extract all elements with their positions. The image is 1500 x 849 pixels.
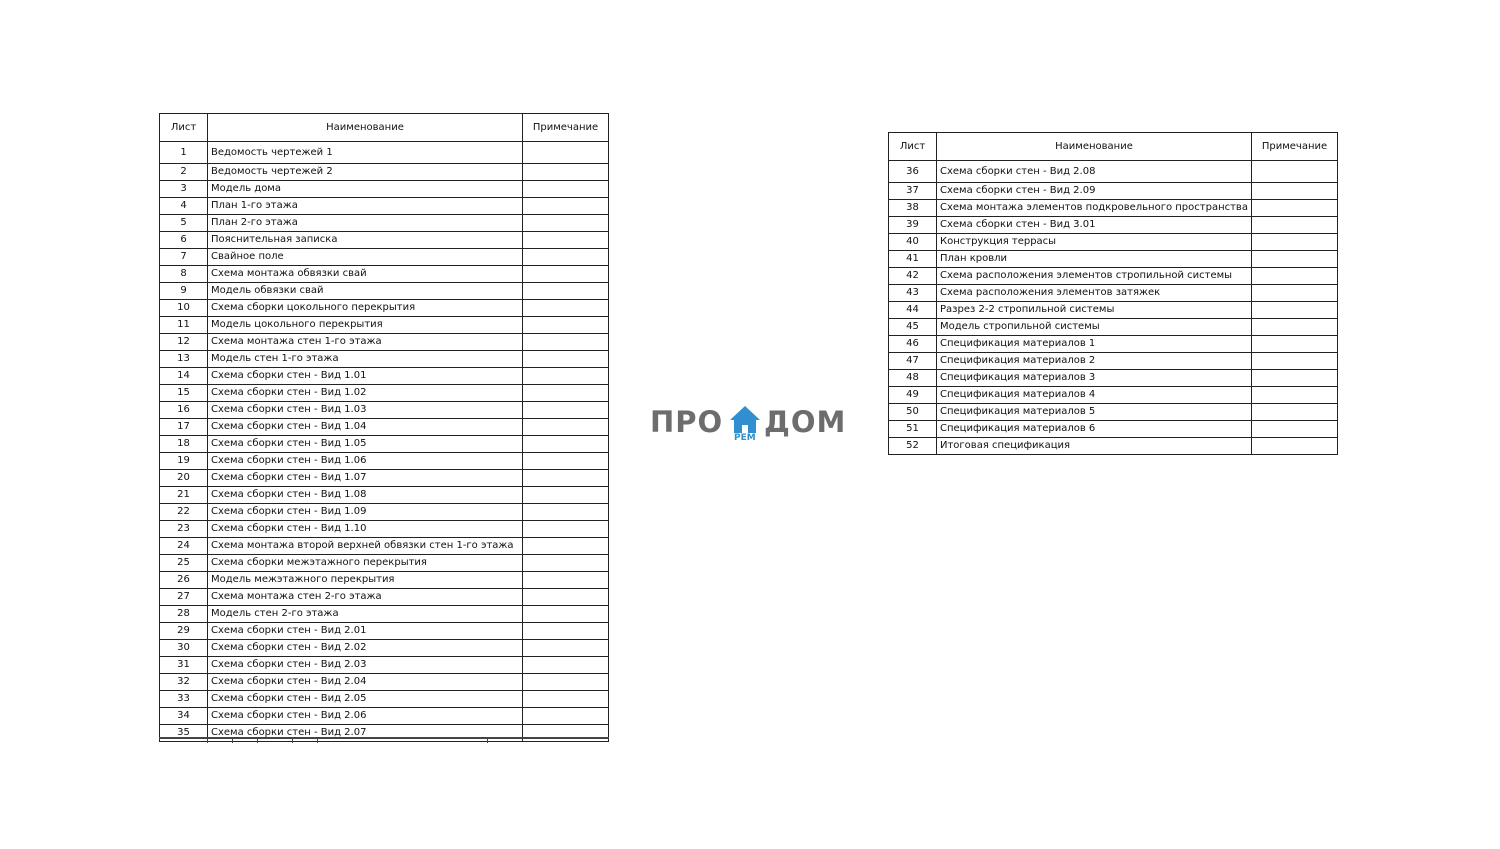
table-row (160, 640, 609, 657)
note-cell (1252, 319, 1338, 336)
table-row (889, 234, 1338, 251)
sheet-name-cell: Схема сборки стен - Вид 1.04 (208, 419, 523, 436)
sheet-number-cell: 38 (889, 200, 937, 217)
sheet-name-cell: Модель стен 1-го этажа (208, 351, 523, 368)
sheet-name-cell: Схема расположения элементов затяжек (937, 285, 1252, 302)
table-header-row (889, 133, 1338, 161)
column-header-note: Примечание (523, 114, 609, 142)
sheet-name-cell: Схема сборки стен - Вид 2.09 (937, 183, 1252, 200)
sheet-number-cell: 29 (160, 623, 208, 640)
drawings-list-table-right (888, 132, 1338, 455)
table-row (160, 453, 609, 470)
note-cell (523, 640, 609, 657)
sheet-number-cell: 10 (160, 300, 208, 317)
sheet-name-cell: Итоговая спецификация (937, 438, 1252, 455)
house-icon (729, 405, 761, 435)
sheet-number-cell: 40 (889, 234, 937, 251)
sheet-number-cell: 16 (160, 402, 208, 419)
table-row (889, 438, 1338, 455)
table-row (160, 385, 609, 402)
title-block-stub (159, 737, 609, 743)
note-cell (523, 334, 609, 351)
note-cell (523, 351, 609, 368)
table-row (160, 198, 609, 215)
note-cell (523, 232, 609, 249)
table-row (889, 404, 1338, 421)
sheet-number-cell: 4 (160, 198, 208, 215)
sheet-name-cell: Схема сборки цокольного перекрытия (208, 300, 523, 317)
note-cell (523, 674, 609, 691)
sheet-number-cell: 31 (160, 657, 208, 674)
table-row (160, 623, 609, 640)
logo-word-pro: ПРО (650, 405, 724, 439)
table-row (160, 555, 609, 572)
sheet-number-cell: 50 (889, 404, 937, 421)
sheet-name-cell: План 2-го этажа (208, 215, 523, 232)
sheet-name-cell: Схема сборки стен - Вид 2.03 (208, 657, 523, 674)
sheet-name-cell: Спецификация материалов 3 (937, 370, 1252, 387)
table-body-right (889, 161, 1338, 455)
note-cell (1252, 387, 1338, 404)
sheet-number-cell: 44 (889, 302, 937, 319)
table-row (889, 302, 1338, 319)
logo-word-dom: ДОМ (764, 405, 847, 439)
table-header-row (160, 114, 609, 142)
sheet-number-cell: 14 (160, 368, 208, 385)
note-cell (1252, 404, 1338, 421)
table-row (160, 283, 609, 300)
note-cell (1252, 438, 1338, 455)
sheet-number-cell: 8 (160, 266, 208, 283)
note-cell (523, 538, 609, 555)
table-row (160, 419, 609, 436)
sheet-name-cell: Схема сборки стен - Вид 1.07 (208, 470, 523, 487)
sheet-name-cell: Схема сборки стен - Вид 1.08 (208, 487, 523, 504)
note-cell (523, 198, 609, 215)
column-header-sheet: Лист (160, 114, 208, 142)
sheet-number-cell: 12 (160, 334, 208, 351)
table-row (889, 387, 1338, 404)
note-cell (1252, 200, 1338, 217)
sheet-name-cell: Схема расположения элементов стропильной системы (937, 268, 1252, 285)
sheet-name-cell: Схема сборки стен - Вид 1.06 (208, 453, 523, 470)
note-cell (523, 215, 609, 232)
note-cell (523, 385, 609, 402)
sheet-number-cell: 43 (889, 285, 937, 302)
table-row (160, 487, 609, 504)
note-cell (523, 691, 609, 708)
sheet-number-cell: 46 (889, 336, 937, 353)
table-row (160, 402, 609, 419)
sheet-number-cell: 3 (160, 181, 208, 198)
sheet-name-cell: Схема сборки стен - Вид 1.03 (208, 402, 523, 419)
table-row (160, 436, 609, 453)
table-row (889, 319, 1338, 336)
note-cell (523, 300, 609, 317)
sheet-number-cell: 28 (160, 606, 208, 623)
table-row (889, 200, 1338, 217)
sheet-number-cell: 37 (889, 183, 937, 200)
sheet-number-cell: 20 (160, 470, 208, 487)
sheet-number-cell: 42 (889, 268, 937, 285)
table-row (889, 217, 1338, 234)
table-row (160, 521, 609, 538)
sheet-number-cell: 5 (160, 215, 208, 232)
sheet-number-cell: 33 (160, 691, 208, 708)
sheet-name-cell: Схема сборки стен - Вид 2.06 (208, 708, 523, 725)
note-cell (1252, 370, 1338, 387)
note-cell (1252, 251, 1338, 268)
sheet-number-cell: 30 (160, 640, 208, 657)
sheet-name-cell: Схема сборки стен - Вид 1.10 (208, 521, 523, 538)
table-row (889, 251, 1338, 268)
sheet-name-cell: Схема сборки стен - Вид 2.05 (208, 691, 523, 708)
sheet-name-cell: Ведомость чертежей 2 (208, 164, 523, 181)
sheet-number-cell: 48 (889, 370, 937, 387)
table-row (889, 353, 1338, 370)
note-cell (523, 606, 609, 623)
sheet-number-cell: 21 (160, 487, 208, 504)
sheet-number-cell: 51 (889, 421, 937, 438)
note-cell (523, 504, 609, 521)
sheet-name-cell: Спецификация материалов 5 (937, 404, 1252, 421)
sheet-number-cell: 15 (160, 385, 208, 402)
sheet-number-cell: 17 (160, 419, 208, 436)
note-cell (523, 572, 609, 589)
sheet-name-cell: Схема сборки стен - Вид 2.01 (208, 623, 523, 640)
table-row (160, 708, 609, 725)
sheet-name-cell: Спецификация материалов 1 (937, 336, 1252, 353)
table-row (889, 336, 1338, 353)
sheet-number-cell: 47 (889, 353, 937, 370)
sheet-number-cell: 49 (889, 387, 937, 404)
sheet-number-cell: 36 (889, 161, 937, 183)
note-cell (1252, 353, 1338, 370)
column-header-name: Наименование (937, 133, 1252, 161)
sheet-name-cell: Спецификация материалов 4 (937, 387, 1252, 404)
sheet-name-cell: Модель стен 2-го этажа (208, 606, 523, 623)
sheet-name-cell: Схема сборки стен - Вид 2.04 (208, 674, 523, 691)
sheet-name-cell: Схема сборки стен - Вид 2.07 (208, 725, 523, 742)
note-cell (1252, 285, 1338, 302)
sheet-number-cell: 9 (160, 283, 208, 300)
table-row (160, 181, 609, 198)
note-cell (523, 589, 609, 606)
note-cell (1252, 234, 1338, 251)
table-row (160, 538, 609, 555)
sheet-name-cell: Свайное поле (208, 249, 523, 266)
drawings-list-table-left (159, 113, 609, 742)
sheet-name-cell: Модель стропильной системы (937, 319, 1252, 336)
sheet-number-cell: 13 (160, 351, 208, 368)
sheet-number-cell: 25 (160, 555, 208, 572)
note-cell (523, 317, 609, 334)
sheet-name-cell: Схема монтажа стен 2-го этажа (208, 589, 523, 606)
sheet-number-cell: 1 (160, 142, 208, 164)
sheet-name-cell: Схема монтажа стен 1-го этажа (208, 334, 523, 351)
sheet-name-cell: Схема монтажа элементов подкровельного пространства (937, 200, 1252, 217)
note-cell (523, 368, 609, 385)
note-cell (523, 453, 609, 470)
table-row (160, 300, 609, 317)
sheet-name-cell: Спецификация материалов 6 (937, 421, 1252, 438)
table-row (160, 470, 609, 487)
sheet-number-cell: 2 (160, 164, 208, 181)
column-header-name: Наименование (208, 114, 523, 142)
note-cell (523, 283, 609, 300)
note-cell (1252, 183, 1338, 200)
note-cell (1252, 161, 1338, 183)
note-cell (1252, 302, 1338, 319)
note-cell (523, 657, 609, 674)
sheet-name-cell: Схема сборки стен - Вид 3.01 (937, 217, 1252, 234)
sheet-number-cell: 26 (160, 572, 208, 589)
sheet-name-cell: Модель обвязки свай (208, 283, 523, 300)
sheet-number-cell: 11 (160, 317, 208, 334)
table-row (889, 183, 1338, 200)
sheet-number-cell: 34 (160, 708, 208, 725)
note-cell (1252, 268, 1338, 285)
logo-sub-rem: РЕМ (734, 433, 756, 443)
sheet-number-cell: 18 (160, 436, 208, 453)
table-row (160, 368, 609, 385)
sheet-name-cell: Модель дома (208, 181, 523, 198)
table-row (160, 691, 609, 708)
note-cell (523, 164, 609, 181)
sheet-name-cell: Разрез 2-2 стропильной системы (937, 302, 1252, 319)
sheet-name-cell: Схема сборки стен - Вид 2.08 (937, 161, 1252, 183)
sheet-name-cell: Спецификация материалов 2 (937, 353, 1252, 370)
table-row (160, 164, 609, 181)
table-row (160, 334, 609, 351)
column-header-sheet: Лист (889, 133, 937, 161)
note-cell (1252, 336, 1338, 353)
sheet-name-cell: Схема сборки стен - Вид 1.05 (208, 436, 523, 453)
note-cell (523, 487, 609, 504)
sheet-name-cell: Схема монтажа обвязки свай (208, 266, 523, 283)
sheet-number-cell: 41 (889, 251, 937, 268)
sheet-name-cell: Схема сборки стен - Вид 1.09 (208, 504, 523, 521)
sheet-number-cell: 22 (160, 504, 208, 521)
sheet-number-cell: 19 (160, 453, 208, 470)
note-cell (523, 402, 609, 419)
table-row (160, 317, 609, 334)
table-row (160, 674, 609, 691)
table-row (889, 285, 1338, 302)
sheet-number-cell: 24 (160, 538, 208, 555)
sheet-number-cell: 45 (889, 319, 937, 336)
sheet-name-cell: Схема монтажа второй верхней обвязки стен 1-го этажа (208, 538, 523, 555)
sheet-number-cell: 35 (160, 725, 208, 742)
sheet-number-cell: 27 (160, 589, 208, 606)
note-cell (1252, 217, 1338, 234)
note-cell (523, 521, 609, 538)
sheet-name-cell: Конструкция террасы (937, 234, 1252, 251)
note-cell (523, 555, 609, 572)
note-cell (523, 249, 609, 266)
table-row (160, 657, 609, 674)
note-cell (1252, 421, 1338, 438)
table-row (160, 589, 609, 606)
table-row (889, 370, 1338, 387)
pro-dom-logo (650, 403, 850, 449)
note-cell (523, 266, 609, 283)
table-row (160, 249, 609, 266)
table-row (160, 606, 609, 623)
sheet-name-cell: Схема сборки стен - Вид 1.01 (208, 368, 523, 385)
column-header-note: Примечание (1252, 133, 1338, 161)
table-row (160, 504, 609, 521)
sheet-name-cell: План кровли (937, 251, 1252, 268)
note-cell (523, 470, 609, 487)
table-body-left (160, 142, 609, 742)
table-row (160, 142, 609, 164)
note-cell (523, 708, 609, 725)
note-cell (523, 436, 609, 453)
note-cell (523, 623, 609, 640)
table-row (889, 421, 1338, 438)
sheet-name-cell: План 1-го этажа (208, 198, 523, 215)
sheet-number-cell: 32 (160, 674, 208, 691)
sheet-name-cell: Модель цокольного перекрытия (208, 317, 523, 334)
table-row (160, 232, 609, 249)
sheet-name-cell: Схема сборки межэтажного перекрытия (208, 555, 523, 572)
table-row (160, 266, 609, 283)
table-row (160, 215, 609, 232)
sheet-name-cell: Схема сборки стен - Вид 2.02 (208, 640, 523, 657)
table-row (889, 161, 1338, 183)
sheet-number-cell: 7 (160, 249, 208, 266)
sheet-number-cell: 52 (889, 438, 937, 455)
sheet-number-cell: 23 (160, 521, 208, 538)
sheet-name-cell: Схема сборки стен - Вид 1.02 (208, 385, 523, 402)
sheet-number-cell: 39 (889, 217, 937, 234)
sheet-number-cell: 6 (160, 232, 208, 249)
table-row (160, 351, 609, 368)
sheet-name-cell: Модель межэтажного перекрытия (208, 572, 523, 589)
note-cell (523, 142, 609, 164)
note-cell (523, 181, 609, 198)
sheet-name-cell: Ведомость чертежей 1 (208, 142, 523, 164)
table-row (889, 268, 1338, 285)
sheet-name-cell: Пояснительная записка (208, 232, 523, 249)
table-row (160, 572, 609, 589)
note-cell (523, 419, 609, 436)
